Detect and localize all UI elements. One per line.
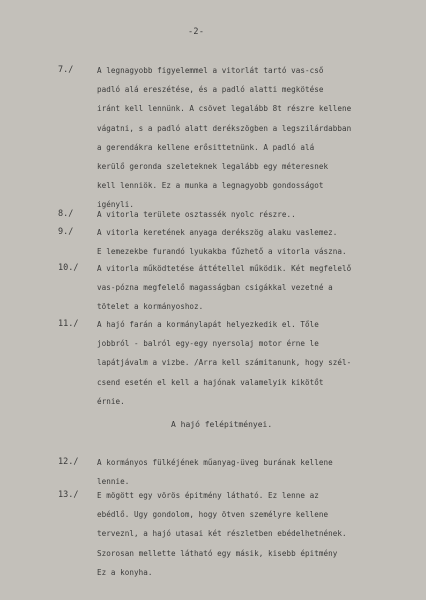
item-text-line: A legnagyobb figyelemmel a vitorlát tartó vas-cső	[97, 66, 324, 75]
page-number: -2-	[188, 27, 205, 37]
item-text-line: A vitorla területe osztassék nyolc részre..	[97, 210, 296, 219]
item-text-line: Szorosan mellette látható egy másik, kisebb épitmény	[97, 548, 338, 558]
item-text-line: kell lenniök. Ez a munka a legnagyobb gondosságot	[97, 181, 324, 191]
item-text-line: A kormányos fülkéjének műanyag-üveg burának kellene	[97, 458, 333, 467]
item-number: 11./	[58, 319, 79, 329]
item-text-line: A vitorla keretének anyaga derékszög alaku vaslemez.	[97, 228, 338, 237]
item-text-line: A vitorla működtetése áttétellel működik. Két megfelelő	[97, 264, 352, 273]
item-text-line: lapátjávalm a vizbe. /Arra kell számitanunk, hogy szél-	[97, 358, 352, 368]
item-number: 10./	[58, 263, 79, 273]
item-text-line: ebédlő. Ugy gondolom, hogy ötven személyre kellene	[97, 510, 329, 520]
item-text-line: csend esetén el kell a hajónak valamelyik kikötőt	[97, 377, 324, 387]
item-text-line: jobbról - balról egy-egy nyersolaj motor érne le	[97, 339, 319, 349]
item-number: 8./	[58, 209, 74, 219]
item-text-line: lennie.	[97, 477, 130, 487]
item-text-line: E lemezekbe furandó lyukakba fűzhető a vitorla vászna.	[97, 247, 347, 257]
item-text-line: Ez a konyha.	[97, 567, 153, 577]
section-heading: A hajó felépitményei.	[171, 420, 273, 429]
item-text-line: padló alá ereszétése, és a padló alatti megkötése	[97, 85, 324, 95]
item-text-line: iránt kell lennünk. A csövet legalább 8t részre kellene	[97, 104, 352, 114]
item-text-line: kerülő geronda szeleteknek legalább egy méteresnek	[97, 162, 329, 171]
item-number: 9./	[58, 227, 74, 237]
item-number: 7./	[58, 65, 74, 75]
item-text-line: a gerendákra kellene erősittetnünk. A padló alá	[97, 142, 315, 152]
item-text-line: érnie.	[97, 396, 125, 406]
item-text-line: igényli.	[97, 200, 134, 210]
item-text-line: vágatni, s a padló alatt derékszögben a legszilárdabban	[97, 123, 352, 133]
item-number: 12./	[58, 457, 79, 467]
item-text-line: terveznl, a hajó utasai két részletben ebédelhetnének.	[97, 529, 347, 539]
item-number: 13./	[58, 490, 79, 500]
item-text-line: A hajó farán a kormánylapát helyezkedik el. Tőle	[97, 320, 319, 329]
item-text-line: vas-pózna megfelelő magasságban csigákkal vezetné a	[97, 283, 333, 293]
item-text-line: E mögött egy vörös épitmény látható. Ez lenne az	[97, 491, 319, 500]
item-text-line: tötelet a kormányoshoz.	[97, 302, 204, 312]
